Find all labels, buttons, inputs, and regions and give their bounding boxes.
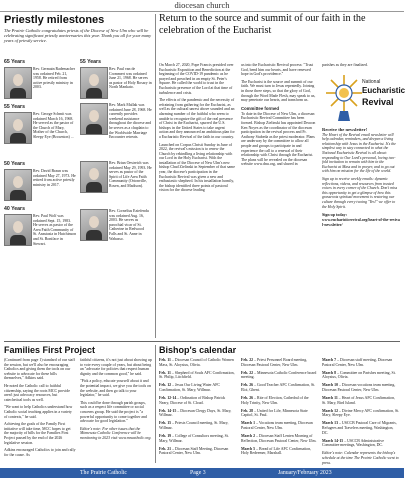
calendar-event [322,409,400,418]
milestone-item: Rev. Paul van de Crommert was ordained June 21, 1968. He serves as pastor of Holy Rosary in North Mankato. [80,67,152,101]
milestone-item: Rev. Paul Wolf was ordained Sept. 15, 1983. He serves as pastor of the Area Faith Community of St. Anastasia in Hutchinson and St. Boniface in Stewart. [4,214,76,260]
footer-publication: The Prairie Catholic [80,470,128,476]
priestly-title: Priestly milestones [4,14,105,26]
event-description: – Diocesan staff meeting, Diocesan Pastoral Center, New Ulm. [322,358,393,367]
families-title: Families First Project [4,345,96,355]
event-date: Feb. 26 [241,396,254,401]
calendar-event [322,396,400,405]
event-date: Feb. 19 [159,434,172,439]
priest-photo [4,214,32,246]
event-date: March 5 [241,446,256,451]
priestly-intro: The Prairie Catholic congratulates priests of the Diocese of New Ulm who will be celebrating significant priestly anniversaries this year. Thank you all for your many years of priestly service. [4,28,152,44]
calendar-event [322,439,400,448]
priest-photo [80,209,108,241]
event-description: – Diocesan Staff Lenten Morning of Reflection, Diocesan Pastoral Center, New Ulm. [241,434,317,443]
event-description: – USCCB Administrative Committee meetings, Washington, DC. [322,438,384,448]
calendar-event [322,358,400,367]
calendar-event [159,409,235,418]
calendar-event [159,358,235,367]
eucharist-article: Return to the source and summit of our faith in the celebration of the Eucharist On March 27, 2020, Pope Francis presided over Eucharistic Exposition and Benediction at the beginning of the COVID-19 pandemic as he prayed and preached in an empty St. Peter's Square. He called the world to trust in the Eucharistic presence of the Lord at that time of turbulence and crisis. The effects of the pandemic and the necessity of refraining from gathering for the Eucharist, as well as the cultural unrest above sounded and an alarming number of the faithful who seem to unable to recognize the gift of the real presence of Christ in the Eucharist, spurred the U.S. bishops in the United States to take urgent action and they announced an ambitious plan for a Eucharistic Revival of the faith in our country. Launched on Corpus Christi Sunday in June of 2022, the revival's mission is to renew the Church by rekindling a living relationship with our Lord in the Holy Eucharist. With the installation of the Diocese of New Ulm's new bishop Chad Zielinski in September of that same year, the diocese's participation in the Eucharistic Revival was given a new and enthusiastic shepherd. In his installation homily, the bishop identified three points of pastoral vision for the diocese leading us into the Eucharistic Revival process: "Trust God, bend him our hearts, and have renewed hope in God's providence." The Eucharist is the source and summit of our faith. We must turn to Jesus repeatedly. Joining in those three steps, so that the glory of God, through the Word Made Flesh, may speak to us, may penetrate our hearts, and transform us. Committee formed To date in the Diocese of New Ulm, a diocesan Eucharistic Revival Committee has been formed. Bishop Zielinski has appointed Deacon Ken Noyes as the coordinator of the diocesan participation in the revival process and Fr. Anthony Stubeda as the priest moderator. Plans are underway by the committee to allow all people and groups to participate in and experience the call to a renewal of their relationship with Christ through the Eucharist. The plans will be revealed on the diocesan website www.dnu.org, and shared in parishes as they are finalized. National Eucharistic Revival Receive the newsletter! The Heart of the Revival email newsletter will help calendar, reminders, and deepen a living relationship with Jesus in the Eucharist. It's the simplest way to stay connected to what the National Eucharistic Revival is all about: responding to Our Lord's personal, loving two-fold invitation to remain with him in the Eucharist at Mass and in prayer, and to go out with him on mission for the life of the world. Sign up to receive weekly emails: dynamic reflections, videos, and resources from trusted voices in every corner of the Church. Don't miss this opportunity to get a glimpse of how this grassroots spiritual movement is restoring our culture through every twoing "Yes!" we offer to the Holy Spirit. Sign up today: www.eucharisticrevival.org/heart-of-the-revival-newsletter/ [159,13,405,227]
page-footer [0,464,404,480]
milestone-item: Rev. Mark Mallak was ordained June 28, 1968. He currently provides weekend assistance throughout the diocese and he serves as a chaplain to the Worldwide Marriage Encounter retreats. [80,103,152,159]
event-date: March 1 [241,421,256,426]
event-date: Feb. 14-15 [159,408,177,413]
calendar-title: Bishop's calendar [159,345,237,355]
event-date: Feb. 15 [159,421,172,426]
priest-photo [4,112,32,144]
event-date: Feb. 11 [159,358,171,362]
group-50-heading: 50 Years [4,161,25,167]
event-date: Feb. 11 [159,370,171,375]
event-description: – Diocesan Staff Meeting, Diocesan Pastoral Center, New Ulm. [159,446,229,456]
event-description: – Diocesan vocations team meeting, Diocesan Pastoral Center, New Ulm. [322,383,396,392]
event-date: March 8 [322,370,337,375]
event-description: – Diocesan Clergy Days, St. Mary, Willmar. [159,408,232,418]
calendar-event [241,434,317,443]
calendar-event [241,409,317,418]
eucharist-title: Return to the source and summit of our faith in the celebration of the Eucharist [159,13,366,36]
calendar-note: Editor's note: Calendar represents the bishop's schedule at the time The Prairie Catholic went to press. [322,451,399,465]
event-description: – United for Life, Minnesota State Capitol, St. Paul. [241,408,308,418]
calendar-event [159,421,235,430]
calendar-event [159,434,235,443]
event-description: – Priest Personnel Board meeting, Diocesan Pastoral Center, New Ulm. [241,358,308,367]
milestone-item: Rev. Cornelius Eziefendu was ordained Aug. 16, 2003. He serves as parochial vicar of St. Catherine in Redwood Falls and St. Anne in Wabasso. [80,209,152,255]
priest-photo [80,161,108,193]
logo-eucharistic: Eucharistic [362,85,405,95]
calendar-event [241,371,317,380]
event-description: – Diocesan Council of Catholic Women Mass, St. Aloysius, Olivia. [159,358,234,367]
event-description: – Bread of Life AFC Confirmation, Holy Redeemer, Marshall. [241,446,312,456]
publication-header: diocesan church [0,0,404,12]
calendar-event [241,421,317,430]
priest-photo [4,169,32,201]
calendar-event [322,383,400,392]
group-55-heading-right: 55 Years [80,59,101,65]
event-date: Feb. 22 [241,358,254,362]
event-description: – Committee on Parishes meeting, St. Aloysius, Olivia. [322,370,396,380]
event-date: March 10 [322,383,339,388]
event-description: – Shepherd of Souls AFC Confirmation, St. Philip, Litchfield. [159,370,235,380]
group-65-heading: 65 Years [4,59,25,65]
event-description: – Priests Council meeting, St. Mary, Willmar. [159,421,229,431]
priest-photo [80,103,108,135]
event-description: – Ordination of Bishop Patrick Neary, Diocese of St. Cloud. [159,396,226,405]
event-description: – College of Consultors meeting, St. Mary, Willmar. [159,434,229,443]
priest-photo [4,67,32,99]
calendar-event [159,371,235,380]
eucharistic-revival-logo [322,71,405,123]
calendar-event [159,383,235,392]
signup-label: Sign up today: [322,212,347,218]
event-description: – USCCB Pastoral Care of Migrants, Refugees and Travelers meeting, Washington, DC. [322,421,397,435]
calendar-event [322,371,400,380]
event-date: March 11 [322,396,338,401]
calendar-event [159,396,235,405]
section-divider [4,341,400,342]
priestly-milestones-section [4,14,152,338]
calendar-event [159,447,235,456]
event-description: – Jesus Our Living Water AFC Confirmation, St. Mary, Willmar. [159,383,221,392]
calendar-event [241,358,317,367]
footer-date: January/February 2023 [278,470,332,476]
logo-revival: Revival [362,96,394,107]
event-date: Feb. 21 [159,446,172,451]
event-date: March 14-15 [322,438,344,443]
event-description: – Minnesota Catholic Conference board meeting. [241,370,317,380]
logo-national: National [362,78,381,85]
footer-page-number: Page 3 [190,470,206,476]
group-40-heading: 40 Years [4,206,25,212]
newsletter-link[interactable]: www.eucharisticrevival.org/heart-of-the-revival-newsletter/ [322,218,400,227]
event-description: – Divine Mercy AFC confirmation, St. Mary, Sleepy Eye. [322,408,400,418]
milestone-item: Rev. George Schmit was ordained March 16, 1968. He served as the pastor of the Church of Mary, Mother of the Church, Sleepy Eye (Brownton) ... [4,112,76,158]
families-first-section: Families First Project (Continued from page 1) standard of our staff the session, but we'll also be encouraging Catholics and giving them the tools on our website to advocate for these bills themselves," Adkins said. He noted the Catholic call to faithful citizenship, saying the roots MCC provide aren't just advocacy resources, but catechetical tools as well. "We want to help Catholics understand how Catholic social teaching applies in a variety of contexts," he said. Achieving the goals of the Family First initiative will take time, MCC hopes to get the majority of bills for the Families First Project passed by the end of the 2026 legislative session. Adkins encouraged Catholics to join and rally for the cause. As faithful citizens, it's not just about showing up to vote every couple of years, but about being an "advocate for policies that respect human dignity and the common good," he said. "Pick a policy, educate yourself about it and the potential impact, we give you the tools on the website, and then go talk to your legislator," he said. This could be done through parish groups, such as a respect life committee or social concerns group. He said the project is "a powerful opportunity to come together and advocate for good legislation." Editor's note: For other issues that the Minnesota Catholic Conference will be monitoring in 2023 visit www.mncatholic.org. [4,345,152,457]
event-date: Feb. 22 [241,370,254,375]
group-55-heading: 55 Years [4,104,25,110]
milestone-item: Rev. Germain Rademacher was ordained Feb. 21, 1958. He retired from active priestly ministry in 2003. [4,67,76,101]
event-date: Feb. 26 [241,383,254,388]
bishops-calendar-section [159,345,400,463]
event-description: – Rite of Election, Cathedral of the Holy Trinity, New Ulm. [241,396,309,405]
calendar-event [241,396,317,405]
event-date: March 12 [322,408,339,413]
calendar-event [241,383,317,392]
newsletter-heading: Receive the newsletter! [322,126,368,132]
event-date: Feb. 12 [159,383,172,388]
event-description: – Good Teacher AFC Confirmation, St. Eloi, Ghent. [241,383,316,392]
priest-photo [80,67,108,99]
event-date: March 2 [241,434,256,439]
event-date: March 13 [322,421,339,426]
calendar-event [322,421,400,435]
event-date: March 7 [322,358,337,362]
calendar-event [241,447,317,456]
monstrance-icon [322,71,366,123]
event-description: – Heart of Jesus AFC Confirmation, St. Mary, Bird Island. [322,396,395,405]
event-date: Feb. 28 [241,408,254,413]
event-date: Feb. 12-14 [159,396,177,401]
event-description: – Vocations team meeting, Diocesan Pastoral Center, New Ulm. [241,421,313,431]
milestone-item: Rev. David Braun was ordained May 27, 1973. He retired from active priestly ministry in 2017. [4,169,76,203]
committee-heading: Committee formed [241,105,279,111]
milestone-item: Rev. Brian Oestreich was ordained May 29, 1993. He serves as pastor of the Spirit of Life Area Faith Community (Ortonville, Rosen, and Madison). [80,161,152,207]
